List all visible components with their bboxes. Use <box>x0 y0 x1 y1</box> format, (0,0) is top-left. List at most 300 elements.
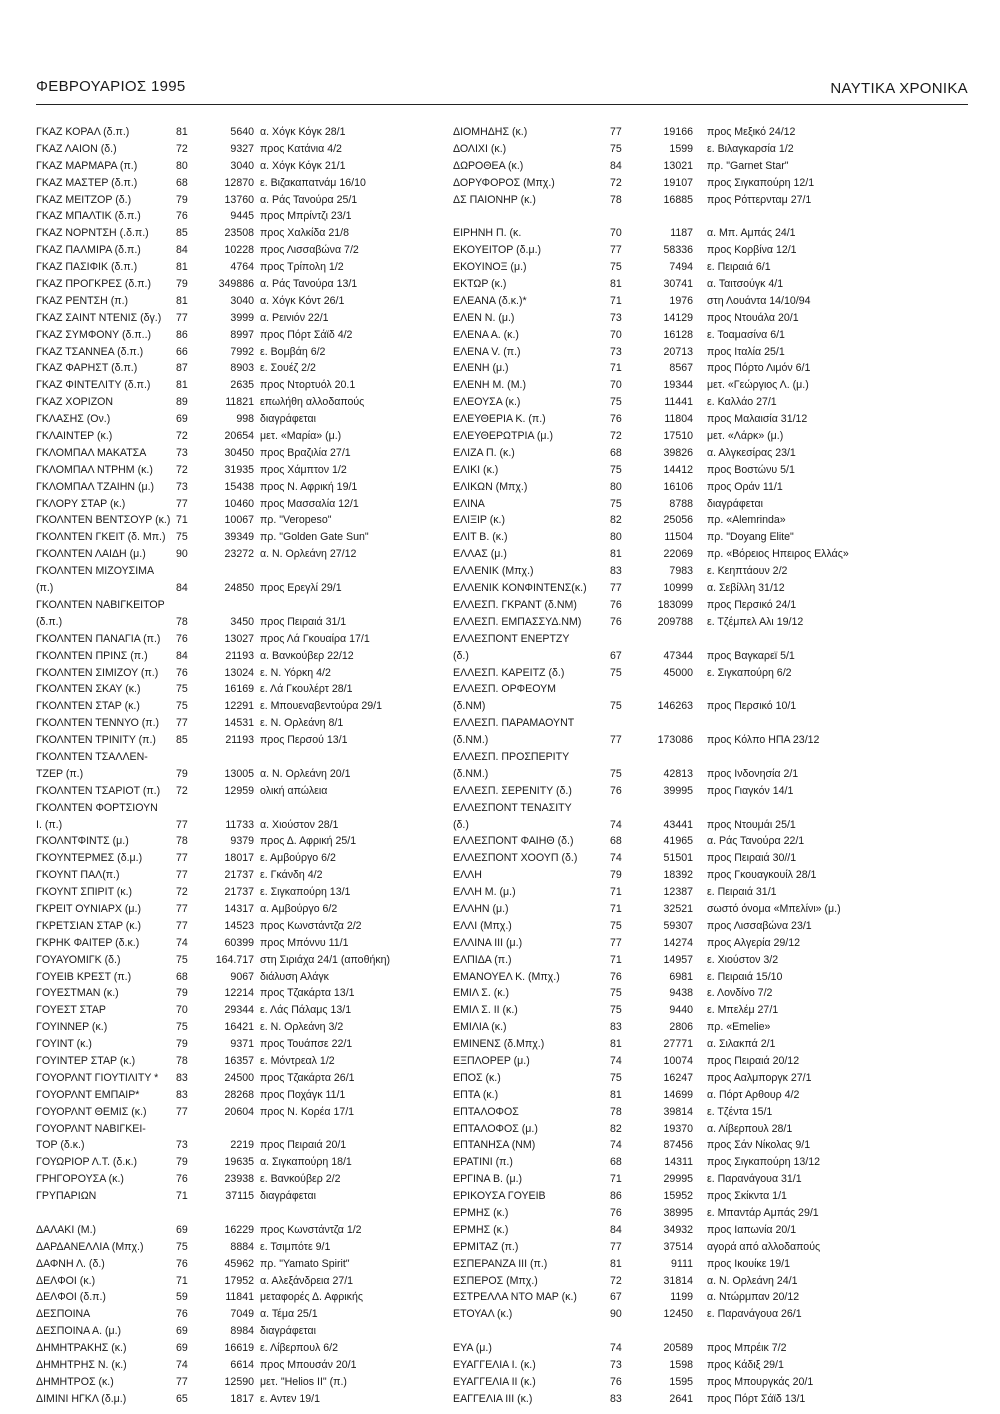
ship-name: (δ.) <box>453 649 469 662</box>
movement-note: ε. Μπαντάρ Αμπάς 29/1 <box>707 1207 819 1219</box>
tonnage: 7049 <box>230 1308 254 1321</box>
ship-name: ΕΛΛΗ Μ. (μ.) <box>453 886 516 899</box>
table-row <box>36 479 456 496</box>
table-row <box>36 749 456 766</box>
build-year: 71 <box>610 294 622 307</box>
movement-note: επωλήθη αλλοδαπούς <box>260 396 365 409</box>
ship-name: ΔΣ ΠΑΙΟΝΗΡ (κ.) <box>453 193 536 206</box>
movement-note: προς Ιταλία 25/1 <box>707 345 785 358</box>
table-row <box>453 225 873 242</box>
movement-note: ε. Μπελέμ 27/1 <box>707 1004 779 1017</box>
ship-name: ΕΛΛΕΣΠΟΝΤ ΕΝΕΡΤΖΥ <box>453 632 570 645</box>
movement-note: ε. Τζέντα 15/1 <box>707 1105 773 1118</box>
tonnage: 6981 <box>669 970 693 983</box>
build-year: 75 <box>610 463 622 476</box>
build-year: 78 <box>610 1105 622 1118</box>
ship-name: ΕΛΠΙΔΑ (π.) <box>453 953 512 966</box>
tonnage: 15438 <box>224 480 254 493</box>
ship-name: ΕΛΛΕΣΠ. ΚΑΡΕΙΤΖ (δ.) <box>453 666 565 679</box>
table-row <box>36 1256 456 1273</box>
table-row <box>453 935 873 952</box>
table-row <box>36 496 456 513</box>
table-row <box>453 648 873 665</box>
ship-name: ΕΛΕΝ Ν. (μ.) <box>453 311 515 324</box>
table-row <box>36 192 456 209</box>
ship-name: ΓΚΟΛΝΤΕΝ ΒΕΝΤΣΟΥΡ (κ.) <box>36 514 171 527</box>
table-row <box>36 259 456 276</box>
movement-note: προς Σάν Νίκολας 9/1 <box>707 1139 811 1152</box>
table-row <box>453 327 873 344</box>
table-row <box>36 1323 456 1340</box>
build-year: 68 <box>610 835 622 848</box>
ship-name: ΕΣΤΡΕΛΛΑ ΝΤΟ ΜΑΡ (κ.) <box>453 1291 577 1304</box>
ship-name: ΓΚΑΖ ΤΣΑΝΝΕΑ (δ.π.) <box>36 345 144 358</box>
ship-name: ΓΚΑΖ ΡΕΝΤΣΗ (π.) <box>36 294 129 307</box>
table-row <box>36 681 456 698</box>
ship-name: ΓΟΥΙΝΤ (κ.) <box>36 1038 92 1051</box>
ship-name: ΓΚΟΛΝΤΕΝ ΓΚΕΙΤ (δ. Μπ.) <box>36 531 166 544</box>
tonnage: 13005 <box>224 767 254 780</box>
build-year: 77 <box>176 818 188 831</box>
table-row <box>36 124 456 141</box>
ship-name: ΓΚΟΛΝΤΕΝ ΤΡΙΝΙΤΥ (π.) <box>36 734 156 747</box>
movement-note: ε. Σιγκαπούρη 6/2 <box>707 666 792 679</box>
movement-note: πρ. «Emelie» <box>707 1021 771 1034</box>
ship-name: ΕΛΛΕΣΠΟΝΤ ΤΕΝΑΣΙΤΥ <box>453 801 572 814</box>
table-row <box>36 546 456 563</box>
movement-note: ε. Λίβερπουλ 6/2 <box>260 1342 338 1355</box>
movement-note: προς Ιαπωνία 20/1 <box>707 1223 797 1236</box>
movement-note: μετ. «Μαρία» (μ.) <box>260 430 342 443</box>
tonnage: 3040 <box>230 294 254 307</box>
movement-note: πρ. "Garnet Star" <box>707 159 789 172</box>
ship-name: ΕΛΕΝΑ V. (π.) <box>453 345 521 358</box>
build-year: 81 <box>610 548 622 561</box>
ship-name: ΕΜΙΛΙΑ (κ.) <box>453 1021 507 1034</box>
ship-name: ΕΜΙΛ Σ. (κ.) <box>453 987 509 1000</box>
build-year: 71 <box>176 1274 188 1287</box>
table-row <box>36 766 456 783</box>
movement-note: α. Ν. Ορλεάνη 20/1 <box>260 767 351 780</box>
ship-name: ΓΚΟΛΝΤΕΝ ΠΑΝΑΓΙΑ (π.) <box>36 632 161 645</box>
build-year: 59 <box>176 1291 188 1304</box>
tonnage: 39995 <box>663 784 693 797</box>
table-row <box>36 563 456 580</box>
tonnage: 4764 <box>230 261 254 274</box>
tonnage: 10067 <box>224 514 254 527</box>
table-row <box>453 1357 873 1374</box>
table-row <box>36 445 456 462</box>
tonnage: 1598 <box>669 1359 693 1372</box>
ship-name: ΤΟΡ (δ.κ.) <box>36 1139 85 1152</box>
ship-name: ΕΛΙΞΙΡ (κ.) <box>453 514 506 527</box>
table-row <box>36 985 456 1002</box>
movement-note: προς Κόλπο ΗΠΑ 23/12 <box>707 734 820 747</box>
ship-name: ΓΚΟΛΝΤΕΝ ΣΚΑΥ (κ.) <box>36 683 141 696</box>
movement-note: προς Πειραιά 20/12 <box>707 1054 800 1067</box>
table-row <box>453 1121 873 1138</box>
build-year: 75 <box>176 683 188 696</box>
tonnage: 7983 <box>669 565 693 578</box>
movement-note: προς Πόρτ Σάϊδ 4/2 <box>260 328 353 341</box>
build-year: 69 <box>176 1223 188 1236</box>
ship-name: ΕΡΜΙΤΑΖ (π.) <box>453 1240 519 1253</box>
build-year: 75 <box>610 497 622 510</box>
build-year: 75 <box>610 767 622 780</box>
tonnage: 1187 <box>670 227 693 240</box>
movement-note: α. Ράς Τανούρα 13/1 <box>260 278 358 291</box>
table-row <box>36 377 456 394</box>
ship-name: ΔΩΡΟΘΕΑ (κ.) <box>453 159 524 172</box>
ship-name: ΔΕΣΠΟΙΝΑ Α. (μ.) <box>36 1325 122 1338</box>
ship-name: ΓΚΑΖ ΝΟΡΝΤΣΗ (.δ.π.) <box>36 227 149 240</box>
table-row <box>36 1289 456 1306</box>
movement-note: προς Πειραιά 20/1 <box>260 1139 347 1152</box>
ship-name: ΕΙΡΗΝΗ Π. (κ. <box>453 227 522 240</box>
tonnage: 17952 <box>224 1274 254 1287</box>
tonnage: 16357 <box>224 1054 254 1067</box>
build-year: 77 <box>610 244 622 257</box>
movement-note: προς Γκουαγκουίλ 28/1 <box>707 869 817 882</box>
ship-name: ΓΚΟΛΝΤΕΝ ΣΙΜΙΖΟΥ (π.) <box>36 666 159 679</box>
ship-name: ΕΚΟΥΙΝΟΞ (μ.) <box>453 261 527 274</box>
tonnage: 10074 <box>663 1054 693 1067</box>
table-row <box>36 1205 456 1222</box>
tonnage: 17510 <box>663 430 693 443</box>
table-row <box>36 276 456 293</box>
movement-note: προς Ντουάλα 20/1 <box>707 311 799 324</box>
tonnage: 14129 <box>663 311 693 324</box>
table-row <box>36 631 456 648</box>
build-year: 66 <box>176 345 188 358</box>
build-year: 74 <box>610 1342 622 1355</box>
tonnage: 8903 <box>230 362 254 375</box>
build-year: 81 <box>176 261 188 274</box>
table-row <box>36 817 456 834</box>
table-row <box>36 614 456 631</box>
table-row <box>453 496 873 513</box>
movement-note: αγορά από αλλοδαπούς <box>707 1240 821 1253</box>
ship-name: ΓΚΑΖ ΠΑΛΜΙΡΑ (δ.π.) <box>36 244 141 257</box>
ship-name: (δ.ΝΜ.) <box>453 734 489 747</box>
build-year: 75 <box>610 919 622 932</box>
ship-name: ΕΛΛΕΣΠ. ΠΑΡΑΜΑΟΥΝΤ <box>453 717 575 730</box>
ship-name: ΓΚΟΛΝΤΕΝ ΤΣΑΡΙΟΤ (π.) <box>36 784 161 797</box>
movement-note: προς Ικουίκε 19/1 <box>707 1257 791 1270</box>
table-row <box>453 580 873 597</box>
tonnage: 20589 <box>663 1342 693 1355</box>
table-row <box>453 158 873 175</box>
movement-note: α. Ν. Ορλεάνη 24/1 <box>707 1274 798 1287</box>
tonnage: 14274 <box>663 936 693 949</box>
movement-note: μεταφορές Δ. Αφρικής <box>260 1291 363 1304</box>
ship-name: ΓΚΟΛΝΤΦΙΝΤΣ (μ.) <box>36 835 129 848</box>
ship-name: ΔΕΛΦΟΙ (κ.) <box>36 1274 96 1287</box>
tonnage: 25056 <box>663 514 693 527</box>
ship-name: (δ.ΝΜ.) <box>453 767 489 780</box>
tonnage: 2219 <box>230 1139 254 1152</box>
table-row <box>453 952 873 969</box>
ship-name: ΕΡΓΙΝΑ Β. (μ.) <box>453 1173 523 1186</box>
build-year: 83 <box>176 1088 188 1101</box>
table-row <box>453 1070 873 1087</box>
ship-name: ΕΛΛΕΣΠ. ΠΡΟΣΠΕΡΙΤΥ <box>453 750 570 763</box>
tonnage: 45000 <box>663 666 693 679</box>
table-row <box>453 698 873 715</box>
tonnage: 8788 <box>669 497 693 510</box>
ship-name: ΓΚΑΖ ΣΑΙΝΤ ΝΤΕΝΙΣ (δγ.) <box>36 311 162 324</box>
table-row <box>453 208 873 225</box>
build-year: 71 <box>610 902 622 915</box>
tonnage: 19107 <box>663 176 693 189</box>
build-year: 70 <box>176 1004 188 1017</box>
table-row <box>453 1205 873 1222</box>
build-year: 78 <box>610 193 622 206</box>
ship-name: ΕΛΕΥΘΕΡΙΑ Κ. (π.) <box>453 413 546 426</box>
tonnage: 12387 <box>663 886 693 899</box>
table-row <box>36 411 456 428</box>
movement-note: ε. Πειραιά 31/1 <box>707 886 777 899</box>
movement-note: προς Λισσαβώνα 7/2 <box>260 244 359 257</box>
table-row <box>36 597 456 614</box>
tonnage: 19370 <box>663 1122 693 1135</box>
movement-note: α. Σεβίλλη 31/12 <box>707 582 785 595</box>
ship-name: ΕΛΛΙ (Μπχ.) <box>453 919 512 932</box>
build-year: 81 <box>610 1257 622 1270</box>
tonnage: 18392 <box>663 869 693 882</box>
ship-name: ΓΚΑΖ ΜΕΙΤΖΟΡ (δ.) <box>36 193 132 206</box>
movement-note: στη Σιριάχα 24/1 (αποθήκη) <box>260 953 391 966</box>
build-year: 68 <box>610 446 622 459</box>
movement-note: α. Ντώρμπαν 20/12 <box>707 1291 800 1304</box>
ship-name: ΤΖΕΡ (π.) <box>36 767 84 780</box>
table-row <box>36 580 456 597</box>
ship-name: ΓΟΥΟΡΛΝΤ ΝΑΒΙΓΚΕΙ- <box>36 1122 146 1135</box>
ship-name: ΓΚΑΖ ΠΡΟΓΚΡΕΣ (δ.π.) <box>36 278 152 291</box>
build-year: 75 <box>610 261 622 274</box>
ship-name: ΓΚΟΛΝΤΕΝ ΜΙΖΟΥΣΙΜΑ <box>36 565 155 578</box>
ship-name: ΕΛΛΕΣΠ. ΟΡΦΕΟΥΜ <box>453 683 556 696</box>
ship-name: (π.) <box>36 582 54 595</box>
tonnage: 1595 <box>669 1375 693 1388</box>
ship-name: ΓΟΥΟΡΛΝΤ ΘΕΜΙΣ (κ.) <box>36 1105 147 1118</box>
tonnage: 14523 <box>224 919 254 932</box>
ship-name: ΓΟΥΕΙΒ ΚΡΕΣΤ (π.) <box>36 970 132 983</box>
table-row <box>453 1273 873 1290</box>
ship-name: ΓΚΛΑΙΝΤΕΡ (κ.) <box>36 430 113 443</box>
movement-note: προς Αλγερία 29/12 <box>707 936 801 949</box>
ship-name: ΓΚΑΖ ΚΟΡΑΛ (δ.π.) <box>36 126 130 138</box>
table-row <box>36 833 456 850</box>
build-year: 69 <box>176 1325 188 1338</box>
ship-name: ΕΠΤΑΝΗΣΑ (ΝΜ) <box>453 1139 536 1152</box>
ship-name: ΕΡΙΚΟΥΣΑ ΓΟΥΕΙΒ <box>453 1190 546 1203</box>
movement-note: προς Πόρτ Σάϊδ 13/1 <box>707 1392 806 1405</box>
build-year: 70 <box>610 328 622 341</box>
table-row <box>453 259 873 276</box>
tonnage: 9379 <box>230 835 254 848</box>
table-row <box>453 479 873 496</box>
ship-name: ΕΣΠΕΡΟΣ (Μπχ.) <box>453 1274 538 1287</box>
movement-note: πρ. "Veropeso" <box>260 514 332 527</box>
movement-note: α. Βανκούβερ 22/12 <box>260 649 354 662</box>
table-row <box>453 344 873 361</box>
build-year: 71 <box>176 514 188 527</box>
build-year: 81 <box>610 1038 622 1051</box>
table-row <box>453 1391 873 1408</box>
ship-name: ΓΚΑΖ ΜΑΡΜΑΡΑ (π.) <box>36 159 138 172</box>
movement-note: α. Σιλακπά 2/1 <box>707 1038 776 1051</box>
movement-note: α. Σιγκαπούρη 18/1 <box>260 1156 352 1169</box>
tonnage: 21193 <box>225 649 254 662</box>
table-row <box>36 715 456 732</box>
tonnage: 14957 <box>663 953 693 966</box>
ship-name: ΕΣΠΕΡΑΝΖΑ ΙΙΙ (π.) <box>453 1257 548 1270</box>
table-row <box>453 918 873 935</box>
movement-note: α. Λίβερπουλ 28/1 <box>707 1122 793 1135</box>
build-year: 76 <box>610 784 622 797</box>
ship-name: ΓΚΟΛΝΤΕΝ ΣΤΑΡ (κ.) <box>36 700 140 713</box>
movement-note: προς Περσικό 10/1 <box>707 700 797 713</box>
tonnage: 8997 <box>230 328 254 341</box>
tonnage: 19166 <box>663 126 693 138</box>
build-year: 87 <box>176 362 188 375</box>
build-year: 76 <box>176 1173 188 1186</box>
ship-name: ΕΜΙΛ Σ. ΙΙ (κ.) <box>453 1004 518 1017</box>
ship-name: ΔΟΛΙΧΙ (κ.) <box>453 142 507 155</box>
build-year: 84 <box>176 582 188 595</box>
table-row <box>36 242 456 259</box>
build-year: 72 <box>610 1274 622 1287</box>
ship-name: ΕΛΙΖΑ Π. (κ.) <box>453 446 515 459</box>
movement-note: ε. Ν. Υόρκη 4/2 <box>260 666 331 679</box>
ship-name: ΓΡΥΠΑΡΙΩΝ <box>36 1190 97 1203</box>
tonnage: 173086 <box>657 734 693 747</box>
movement-note: α. Χόγκ Κόγκ 28/1 <box>260 126 346 138</box>
build-year: 71 <box>610 1173 622 1186</box>
ship-name: ΕΛΙΝΑ <box>453 497 485 510</box>
ship-name: Ι. (π.) <box>36 818 63 831</box>
build-year: 77 <box>610 936 622 949</box>
movement-note: πρ. "Yamato Spirit" <box>260 1257 350 1270</box>
tonnage: 11441 <box>664 396 693 409</box>
tonnage: 16229 <box>224 1223 254 1236</box>
build-year: 82 <box>610 514 622 527</box>
build-year: 75 <box>610 666 622 679</box>
tonnage: 11733 <box>225 818 254 831</box>
tonnage: 30450 <box>224 446 254 459</box>
tonnage: 21737 <box>224 886 254 899</box>
tonnage: 32521 <box>663 902 693 915</box>
table-row <box>453 901 873 918</box>
tonnage: 13024 <box>224 666 254 679</box>
build-year: 76 <box>610 1375 622 1388</box>
table-row <box>453 1374 873 1391</box>
ship-name: (δ.π.) <box>36 615 63 628</box>
ship-name: (δ.ΝΜ) <box>453 700 486 713</box>
build-year: 75 <box>176 700 188 713</box>
build-year: 80 <box>176 159 188 172</box>
ship-name: ΕΡΜΗΣ (κ.) <box>453 1223 509 1236</box>
ship-name: ΕΥΑΓΓΕΛΙΑ ΙΙ (κ.) <box>453 1375 536 1388</box>
movement-note: προς Κωνστάντζα 2/2 <box>260 919 362 932</box>
tonnage: 23938 <box>224 1173 254 1186</box>
tonnage: 24500 <box>224 1071 254 1084</box>
movement-note: ε. Πειραιά 6/1 <box>707 261 771 274</box>
build-year: 77 <box>610 734 622 747</box>
build-year: 77 <box>176 1105 188 1118</box>
movement-note: α. Ρεινιόν 22/1 <box>260 311 329 324</box>
build-year: 75 <box>176 953 188 966</box>
movement-note: ε. Γκάνδη 4/2 <box>260 869 323 882</box>
movement-note: ε. Καλλάο 27/1 <box>707 396 777 409</box>
movement-note: προς Μπουργκάς 20/1 <box>707 1375 814 1388</box>
movement-note: προς Ερεγλί 29/1 <box>260 582 342 595</box>
movement-note: προς Κατάνια 4/2 <box>260 142 342 155</box>
tonnage: 10228 <box>224 244 254 257</box>
ship-name: ΓΟΥΙΝΝΕΡ (κ.) <box>36 1021 108 1034</box>
ship-name: ΔΙΟΜΗΔΗΣ (κ.) <box>453 126 528 138</box>
table-row <box>36 1019 456 1036</box>
build-year: 80 <box>610 531 622 544</box>
table-row <box>36 1306 456 1323</box>
table-row <box>453 276 873 293</box>
build-year: 77 <box>176 1375 188 1388</box>
ship-name: ΕΜΑΝΟΥΕΛ Κ. (Μπχ.) <box>453 970 560 983</box>
ship-name: ΓΚΟΥΝΤ ΠΑΛ(π.) <box>36 869 120 882</box>
movement-note: προς Βαγκαρεϊ 5/1 <box>707 649 795 662</box>
tonnage: 38995 <box>663 1207 693 1219</box>
movement-note: διαγράφεται <box>260 413 316 426</box>
movement-note: προς Μπόννυ 11/1 <box>260 936 349 949</box>
table-row <box>36 225 456 242</box>
ship-name: ΓΚΑΖ ΜΠΑΛΤΙΚ (δ.π.) <box>36 210 141 223</box>
tonnage: 16619 <box>224 1342 254 1355</box>
ship-name: ΓΟΥΕΣΤΜΑΝ (κ.) <box>36 987 119 1000</box>
movement-note: μετ. «Γεώργιος Λ. (μ.) <box>707 379 809 392</box>
table-row <box>36 935 456 952</box>
ship-name: ΕΚΤΩΡ (κ.) <box>453 278 507 291</box>
table-row <box>36 293 456 310</box>
tonnage: 13027 <box>224 632 254 645</box>
ship-name: ΕΑΓΓΕΛΙΑ ΙΙΙ (κ.) <box>453 1392 533 1405</box>
movement-note: προς Μπουσάν 20/1 <box>260 1359 357 1372</box>
movement-note: ε. Μόντρεαλ 1/2 <box>260 1054 335 1067</box>
build-year: 75 <box>610 396 622 409</box>
movement-note: α. Ράς Τανούρα 25/1 <box>260 193 358 206</box>
tonnage: 29995 <box>663 1173 693 1186</box>
build-year: 79 <box>176 1038 188 1051</box>
tonnage: 3999 <box>230 311 254 324</box>
ship-name: ΓΚΡΕΙΤ ΟΥΝΙΑΡΧ (μ.) <box>36 902 142 915</box>
tonnage: 39349 <box>224 531 254 544</box>
movement-note: πρ. "Doyang Elite" <box>707 531 794 544</box>
movement-note: προς Χάμπτον 1/2 <box>260 463 347 476</box>
build-year: 84 <box>176 244 188 257</box>
ship-name: ΔΗΜΗΤΡΟΣ (κ.) <box>36 1375 114 1388</box>
table-row <box>453 1289 873 1306</box>
table-row <box>36 952 456 969</box>
tonnage: 20713 <box>663 345 693 358</box>
build-year: 71 <box>610 953 622 966</box>
ship-name: ΕΠΤΑΛΟΦΟΣ (μ.) <box>453 1122 538 1135</box>
tonnage: 60399 <box>224 936 254 949</box>
tonnage: 87456 <box>663 1139 693 1152</box>
build-year: 79 <box>176 1156 188 1169</box>
ship-name: ΔΑΦΝΗ Λ. (δ.) <box>36 1257 105 1270</box>
movement-note: α. Ταιτσούγκ 4/1 <box>707 278 784 291</box>
ship-name: ΓΚΛΟΜΠΑΛ ΝΤΡΗΜ (κ.) <box>36 463 153 476</box>
